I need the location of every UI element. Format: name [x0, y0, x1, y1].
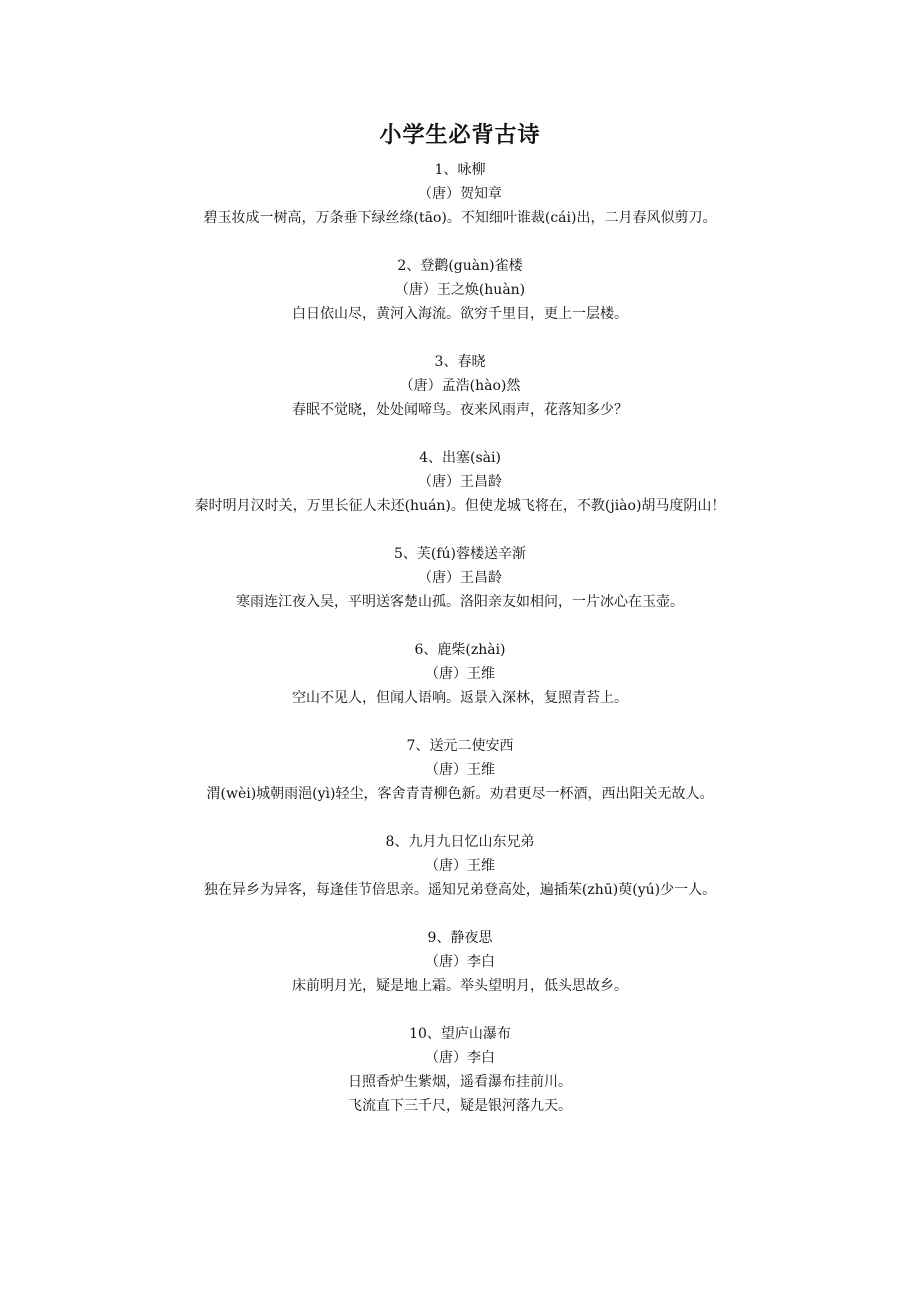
poem-line: 碧玉妆成一树高，万条垂下绿丝绦(tāo)。不知细叶谁裁(cái)出，二月春风似剪刀。	[203, 210, 717, 226]
poem-line: 床前明月光，疑是地上霜。举头望明月，低头思故乡。	[292, 978, 628, 994]
poem-author: （唐）孟浩(hào)然	[399, 378, 521, 394]
poem-heading: 7、送元二使安西	[406, 738, 514, 754]
document-title: 小学生必背古诗	[379, 122, 541, 148]
poem-heading: 5、芙(fú)蓉楼送辛渐	[393, 546, 527, 562]
poem-heading: 3、春晓	[434, 354, 486, 370]
poem-line: 春眠不觉晓，处处闻啼鸟。夜来风雨声，花落知多少？	[292, 402, 628, 418]
poem-heading: 10、望庐山瀑布	[409, 1026, 511, 1042]
poem-heading: 2、登鹳(guàn)雀楼	[397, 258, 523, 274]
poem-line: 秦时明月汉时关，万里长征人未还(huán)。但使龙城飞将在，不教(jiào)胡马度阴山！	[194, 498, 726, 514]
poem-line: 寒雨连江夜入吴，平明送客楚山孤。洛阳亲友如相问，一片冰心在玉壶。	[236, 594, 684, 610]
poem	[0, 734, 920, 806]
poem-heading: 9、静夜思	[427, 930, 493, 946]
poem	[0, 350, 920, 422]
poem-author: （唐）王维	[425, 666, 495, 682]
poem-author: （唐）王维	[425, 858, 495, 874]
poem-line: 飞流直下三千尺，疑是银河落九天。	[348, 1098, 572, 1114]
poem	[0, 446, 920, 518]
poem-line: 日照香炉生紫烟，遥看瀑布挂前川。	[348, 1074, 572, 1090]
poem-author: （唐）王昌龄	[418, 570, 502, 586]
poem	[0, 638, 920, 710]
poem	[0, 254, 920, 326]
poem	[0, 542, 920, 614]
poem	[0, 926, 920, 998]
poem	[0, 1022, 920, 1118]
poem	[0, 830, 920, 902]
poem-author: （唐）贺知章	[418, 186, 502, 202]
poem	[0, 158, 920, 230]
poem-author: （唐）李白	[425, 954, 495, 970]
poem-heading: 8、九月九日忆山东兄弟	[385, 834, 535, 850]
poem-line: 白日依山尽，黄河入海流。欲穷千里目，更上一层楼。	[292, 306, 628, 322]
poem-author: （唐）王维	[425, 762, 495, 778]
poem-line: 渭(wèi)城朝雨浥(yì)轻尘，客舍青青柳色新。劝君更尽一杯酒，西出阳关无故人。	[206, 786, 714, 802]
poem-heading: 1、咏柳	[434, 162, 486, 178]
poem-author: （唐）王之焕(huàn)	[394, 282, 526, 298]
poem-author: （唐）王昌龄	[418, 474, 502, 490]
poem-list	[0, 158, 920, 1142]
poem-heading: 4、出塞(sài)	[419, 450, 501, 466]
poem-line: 独在异乡为异客，每逢佳节倍思亲。遥知兄弟登高处，遍插茱(zhū)萸(yú)少一人。	[203, 882, 717, 898]
poem-author: （唐）李白	[425, 1050, 495, 1066]
poem-heading: 6、鹿柴(zhài)	[414, 642, 506, 658]
poem-line: 空山不见人，但闻人语响。返景入深林，复照青苔上。	[292, 690, 628, 706]
